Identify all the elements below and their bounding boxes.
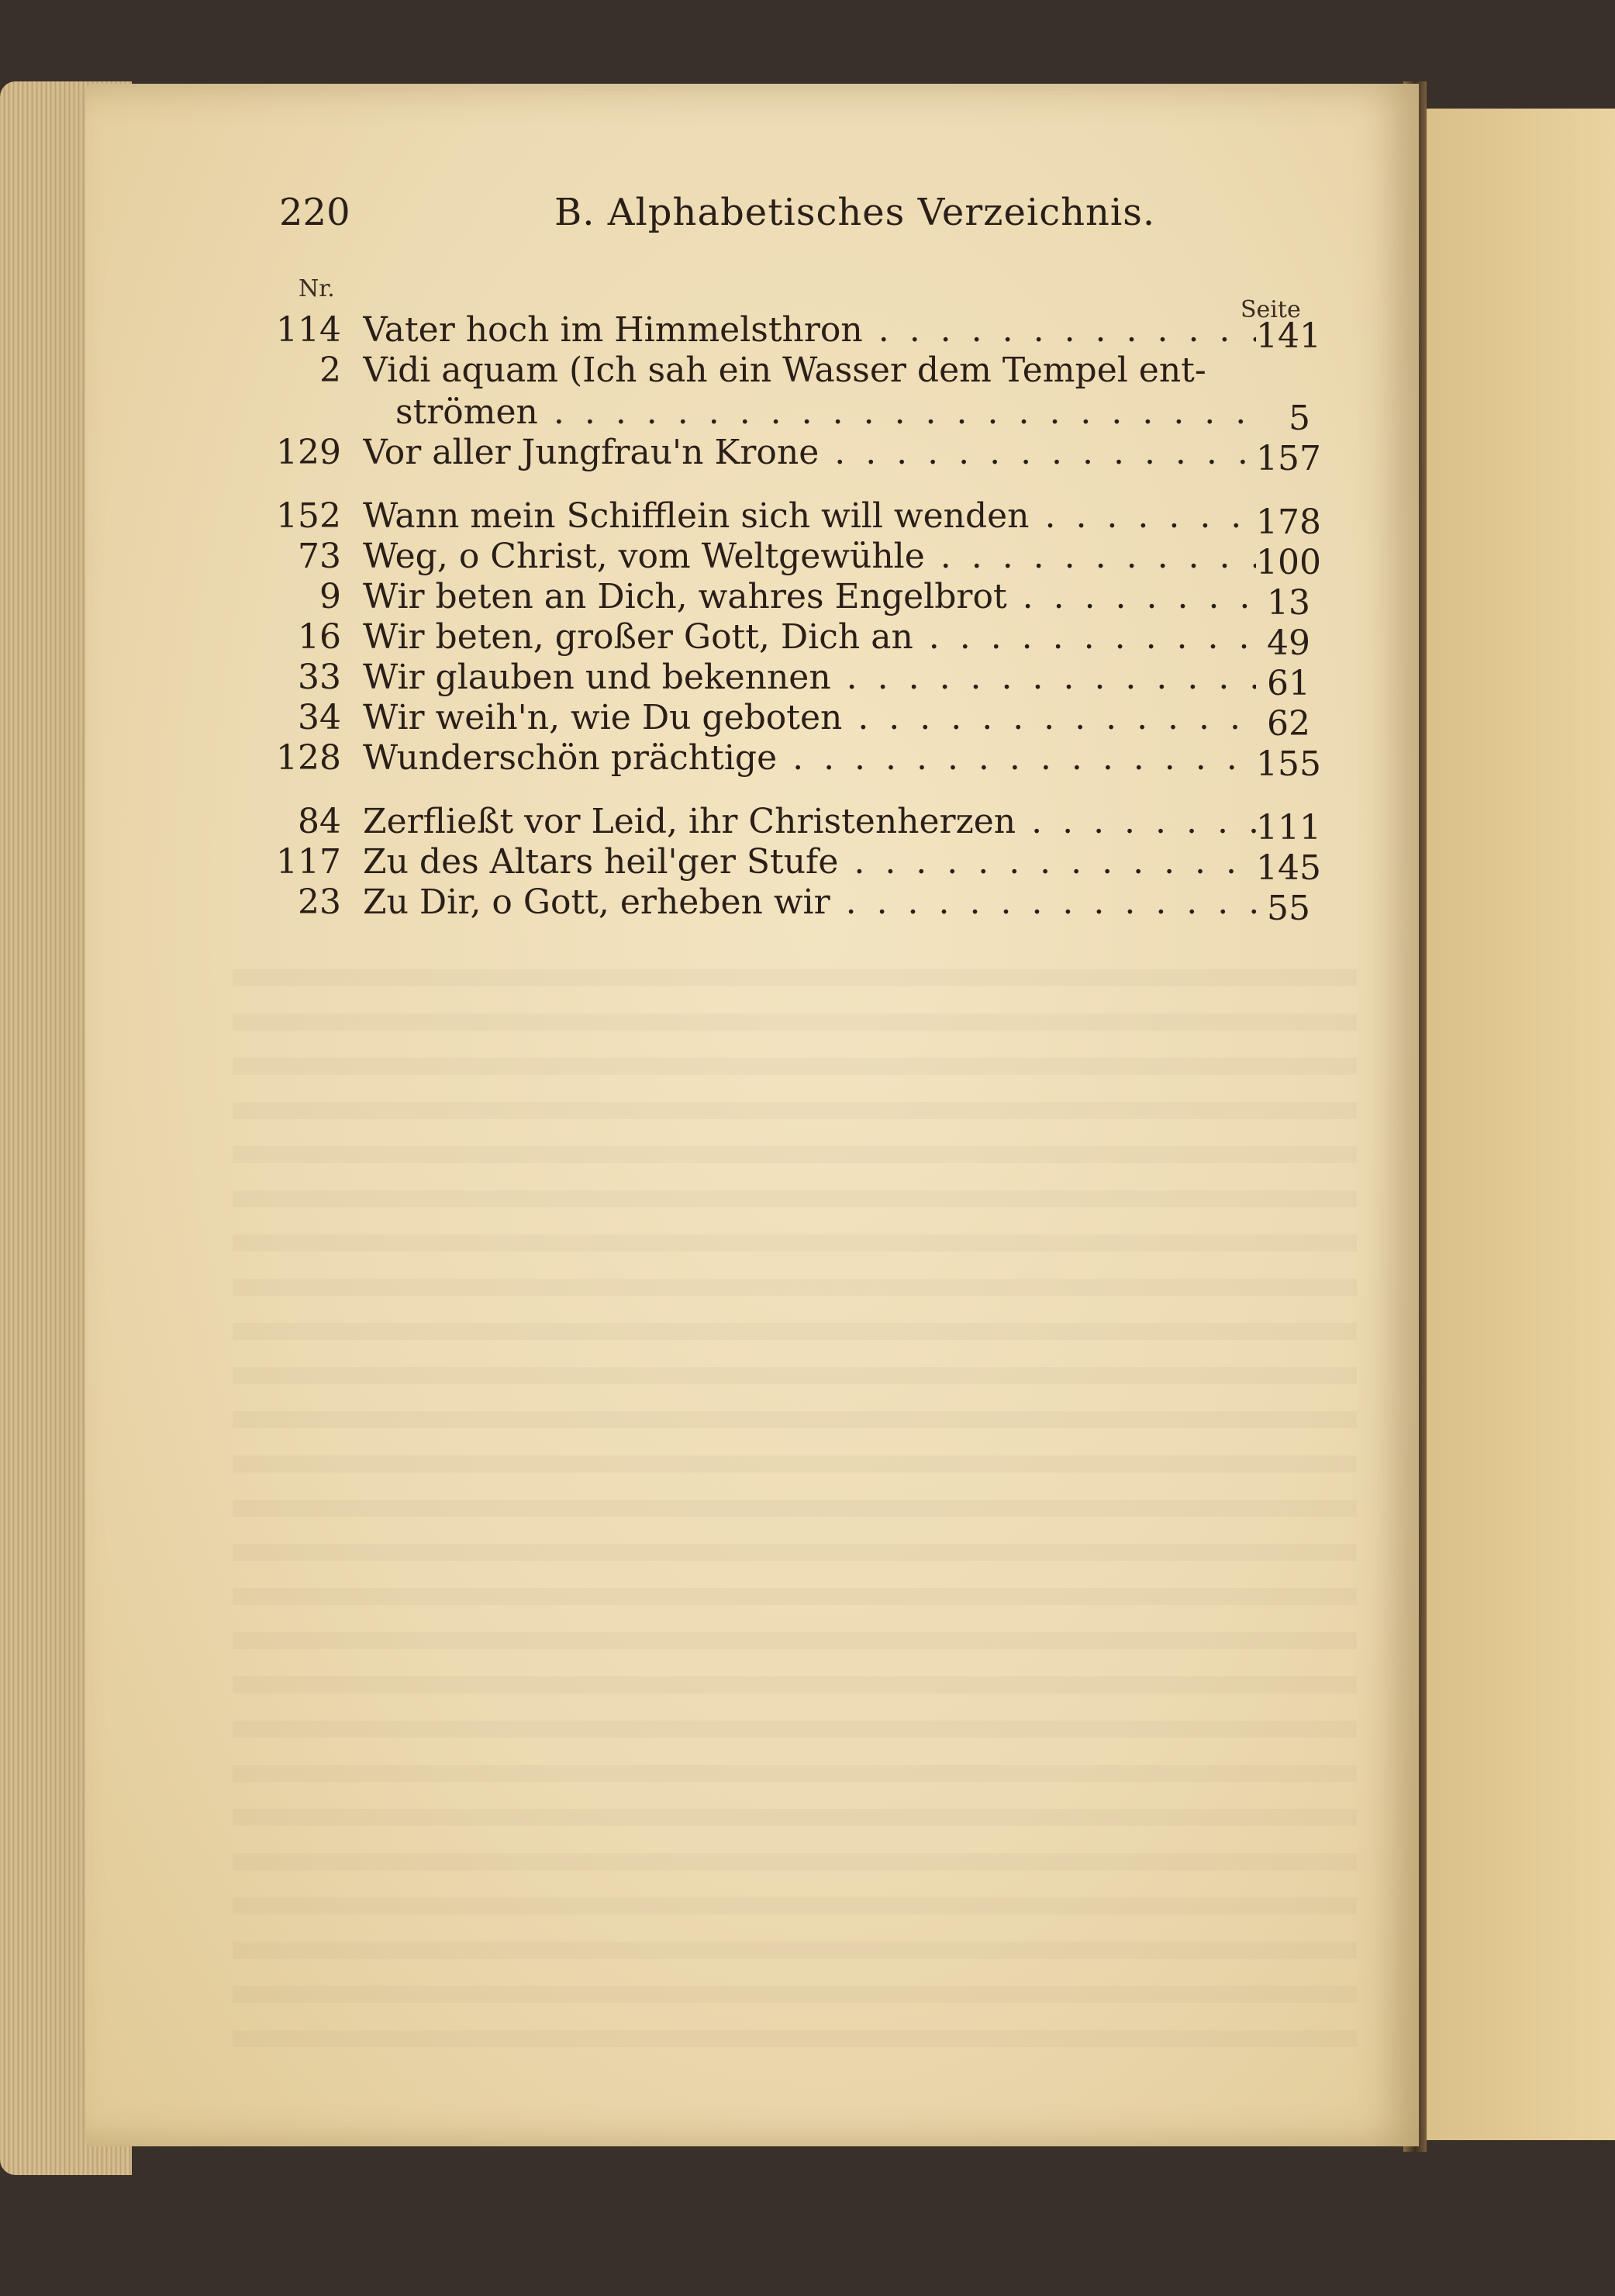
entry-number: 117 xyxy=(276,842,341,882)
index-entry xyxy=(271,738,1321,784)
entry-title: Vor aller Jungfrau'n Krone . . . xyxy=(363,433,1256,473)
entry-number: 16 xyxy=(298,617,341,657)
index-entry xyxy=(271,802,1321,848)
index-entry xyxy=(271,617,1310,663)
index-entry xyxy=(271,698,1310,744)
index-group-z xyxy=(271,802,1321,928)
entry-title: Wir weih'n, wie Du geboten . . . xyxy=(363,698,1256,738)
index-entry xyxy=(271,842,1321,888)
entry-title: Wann mein Schifflein sich will wenden . . . xyxy=(363,496,1256,537)
index-entry xyxy=(271,310,1321,356)
entry-title: Wir glauben und bekennen . . . xyxy=(363,658,1256,698)
index-entry xyxy=(271,496,1321,542)
index-entry xyxy=(271,658,1310,703)
entry-title: Vidi aquam (Ich sah ein Wasser dem Tempel ent- xyxy=(363,350,1206,390)
entry-page: 55 xyxy=(1267,889,1310,928)
number-column-label: Nr. xyxy=(298,275,335,302)
entry-page: 100 xyxy=(1256,543,1321,582)
entry-page: 5 xyxy=(1289,399,1310,438)
entry-number: 129 xyxy=(276,433,341,472)
entry-number: 128 xyxy=(276,738,341,778)
entry-page: 178 xyxy=(1256,502,1321,542)
entry-number: 34 xyxy=(298,698,341,737)
running-title: B. Alphabetisches Verzeichnis. xyxy=(554,191,1156,234)
entry-number: 9 xyxy=(319,577,341,616)
index-entry xyxy=(271,350,1310,438)
entry-number: 2 xyxy=(319,350,341,390)
entry-title: Wunderschön prächtige . . . xyxy=(363,738,1256,779)
entry-number: 84 xyxy=(298,802,341,841)
page-number: 220 xyxy=(279,191,350,234)
entry-page: 141 xyxy=(1256,316,1321,356)
index-list xyxy=(271,310,1321,946)
entry-number: 152 xyxy=(276,496,341,536)
index-group-w xyxy=(271,496,1321,784)
entry-page: 13 xyxy=(1267,583,1310,623)
entry-title: Vater hoch im Himmelsthron . . . xyxy=(363,310,1256,350)
entry-page: 155 xyxy=(1256,744,1321,784)
entry-page: 157 xyxy=(1256,439,1321,478)
entry-title: Weg, o Christ, vom Weltgewühle . . . xyxy=(363,537,1256,577)
entry-title: Zu des Altars heil'ger Stufe . . . xyxy=(363,842,1256,882)
facing-page xyxy=(1423,109,1615,2140)
entry-number: 23 xyxy=(298,882,341,922)
page-column-label: Seite xyxy=(1241,296,1301,323)
index-entry xyxy=(271,537,1321,582)
entry-page: 49 xyxy=(1267,623,1310,663)
page-header xyxy=(279,191,1326,245)
index-entry xyxy=(271,433,1321,478)
entry-title: Zu Dir, o Gott, erheben wir . . . xyxy=(363,882,1256,923)
entry-title: Zerfließt vor Leid, ihr Christenherzen . . . xyxy=(363,802,1256,842)
entry-title: Wir beten an Dich, wahres Engelbrot . . . xyxy=(363,577,1256,617)
entry-page: 61 xyxy=(1267,664,1310,703)
entry-page: 111 xyxy=(1256,808,1321,848)
entry-page: 62 xyxy=(1267,704,1310,744)
index-group-v xyxy=(271,310,1321,478)
bleed-through-text xyxy=(233,969,1357,2055)
entry-number: 33 xyxy=(298,658,341,697)
entry-title: Wir beten, großer Gott, Dich an . . . xyxy=(363,617,1256,658)
index-entry xyxy=(271,882,1310,928)
entry-number: 73 xyxy=(298,537,341,576)
entry-page: 145 xyxy=(1256,848,1321,888)
entry-title-continuation: strömen . . . xyxy=(395,392,1256,433)
entry-number: 114 xyxy=(276,310,341,350)
index-entry xyxy=(271,577,1310,623)
